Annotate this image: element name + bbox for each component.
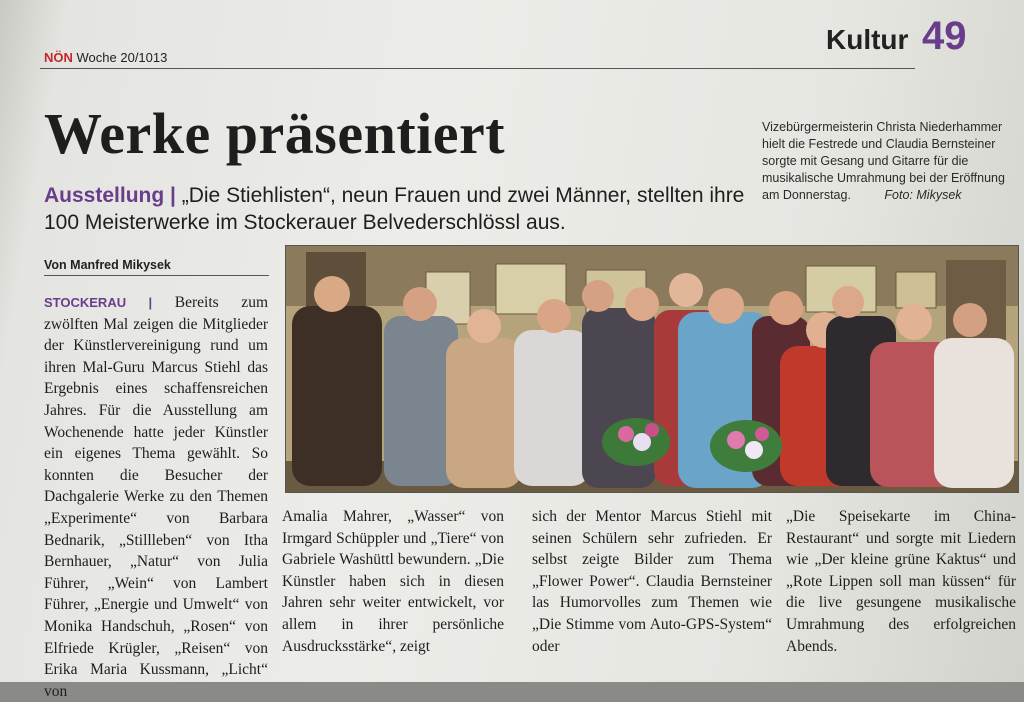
article-column-1 bbox=[44, 292, 268, 700]
subheadline-text: „Die Stiehlisten“, neun Frauen und zwei Männer, stellten ihre 100 Meisterwerke im Stockerauer Belvederschlössl aus. bbox=[44, 184, 745, 234]
headline: Werke präsentiert bbox=[44, 101, 506, 166]
section-title: Kultur bbox=[826, 24, 909, 55]
article-column-4: „Die Speisekarte im China-Restaurant“ und sorgte mit Liedern wie „Der kleine grüne Kaktus“ und „Rote Lippen soll man küssen“ für die live gesungene musikalische Umrahmung des erfolgreichen Abends. bbox=[786, 508, 1016, 655]
dateline: STOCKERAU | bbox=[44, 295, 153, 310]
byline: Von Manfred Mikysek bbox=[44, 258, 171, 272]
photo-caption bbox=[762, 119, 1008, 204]
brand-logo: NÖN bbox=[44, 50, 73, 65]
group-photo bbox=[285, 245, 1019, 493]
photo-credit: Foto: Mikysek bbox=[884, 188, 962, 202]
byline-rule bbox=[44, 275, 269, 276]
article-column-2: Amalia Mahrer, „Wasser“ von Irmgard Schüppler und „Tiere“ von Gabriele Washüttl bewundern. „Die Künstler haben sich in diesen Jahren sehr weiter entwickelt, vor allem in ihrer persönliche Ausdrucksstärke“, zeigt bbox=[282, 508, 504, 655]
masthead bbox=[44, 50, 167, 65]
page-number: 49 bbox=[922, 14, 967, 58]
group-photo-illustration bbox=[286, 246, 1018, 492]
article-column-3: sich der Mentor Marcus Stiehl mit seinen Schülern sehr zufrieden. Er selbst zeigte Bilder zum Thema „Flower Power“. Claudia Bernsteiner las Humorvolles zum Themen wie „Die Stimme vom Auto-GPS-System“ oder bbox=[532, 508, 772, 655]
subheadline bbox=[44, 182, 764, 236]
column-1-text: Bereits zum zwölften Mal zeigen die Mitglieder der Künstlervereinigung rund um ihren Mal-Guru Marcus Stiehl das Ergebnis eines schaffensreichen Jahres. Für die Ausstellung am Wochenende hatte jeder Künstler ein eigenes Thema gewählt. So konnten die Besucher der Dachgalerie Werke zu den Themen „Experimente“ von Barbara Bednarik, „Stillleben“ von Itha Bernhauer, „Natur“ von Julia Führer, „Wein“ von Lambert Führer, „Energie und Umwelt“ von Monika Handschuh, „Rosen“ von Elfriede Krügler, „Reisen“ von Erika Maria Kussmann, „Licht“ von bbox=[44, 294, 268, 700]
kicker: Ausstellung | bbox=[44, 184, 176, 207]
caption-text: Vizebürgermeisterin Christa Niederhammer hielt die Festrede und Claudia Bernsteiner sorgte mit Gesang und Gitarre für die musikalische Umrahmung bei der Eröffnung am Donnerstag. bbox=[762, 120, 1005, 202]
header-rule bbox=[40, 68, 915, 69]
issue-number: Woche 20/1013 bbox=[76, 50, 168, 65]
